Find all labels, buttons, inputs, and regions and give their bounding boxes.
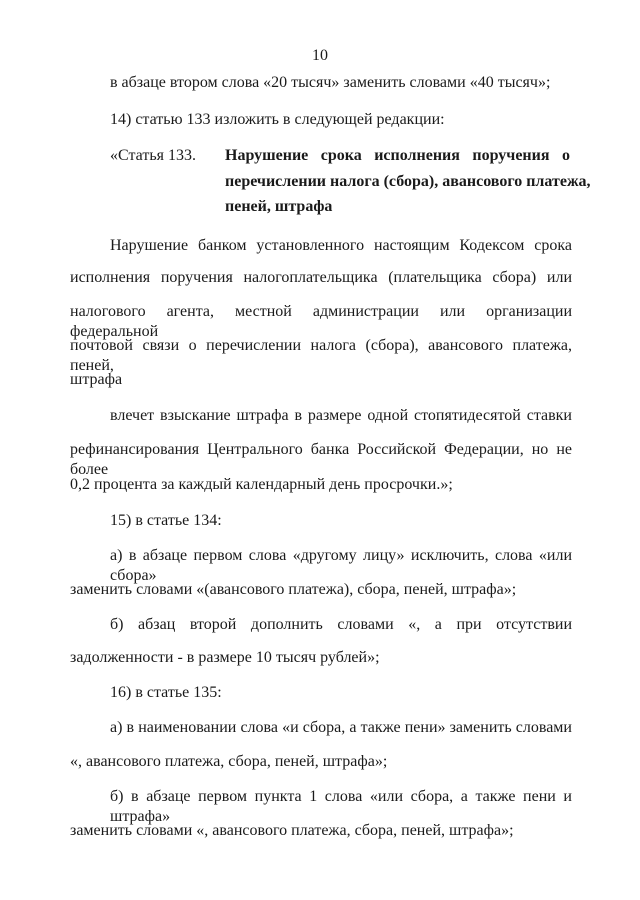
text-line: заменить словами «(авансового платежа), сбора, пеней, штрафа»;	[70, 581, 517, 598]
text-line: 14) статью 133 изложить в следующей редакции:	[110, 111, 445, 128]
text-line: штрафа	[70, 371, 123, 388]
text-line: влечет взыскание штрафа в размере одной стопятидесятой ставки	[110, 407, 572, 424]
text-line: заменить словами «, авансового платежа, сбора, пеней, штрафа»;	[70, 822, 514, 839]
text-line: задолженности - в размере 10 тысяч рублей»;	[70, 649, 380, 666]
text-line: налогового агента, местной администрации или организации федеральной	[70, 303, 572, 340]
text-line: а) в абзаце первом слова «другому лицу» исключить, слова «или сбора»	[110, 547, 572, 584]
article-title: Нарушение срока исполнения поручения о	[225, 147, 570, 164]
text-line: Нарушение банком установленного настоящим Кодексом срока	[110, 237, 572, 254]
article-title: пеней, штрафа	[225, 198, 333, 215]
text-line: 16) в статье 135:	[110, 684, 222, 701]
text-line: а) в наименовании слова «и сбора, а также пени» заменить словами	[110, 719, 572, 736]
text-line: «, авансового платежа, сбора, пеней, штрафа»;	[70, 753, 388, 770]
article-prefix: «Статья 133.	[110, 147, 196, 164]
article-title: перечислении налога (сбора), авансового платежа,	[225, 173, 591, 190]
text-line: б) в абзаце первом пункта 1 слова «или сбора, а также пени и штрафа»	[110, 788, 572, 825]
text-line: в абзаце втором слова «20 тысяч» заменить словами «40 тысяч»;	[110, 74, 551, 91]
text-line: исполнения поручения налогоплательщика (плательщика сбора) или	[70, 269, 572, 286]
text-line: б) абзац второй дополнить словами «, а при отсутствии	[110, 616, 572, 633]
text-line: рефинансирования Центрального банка Российской Федерации, но не более	[70, 441, 572, 478]
text-line: 15) в статье 134:	[110, 512, 222, 529]
text-line: 0,2 процента за каждый календарный день просрочки.»;	[70, 476, 453, 493]
text-line: почтовой связи о перечислении налога (сбора), авансового платежа, пеней,	[70, 337, 572, 374]
page-number: 10	[312, 47, 328, 64]
